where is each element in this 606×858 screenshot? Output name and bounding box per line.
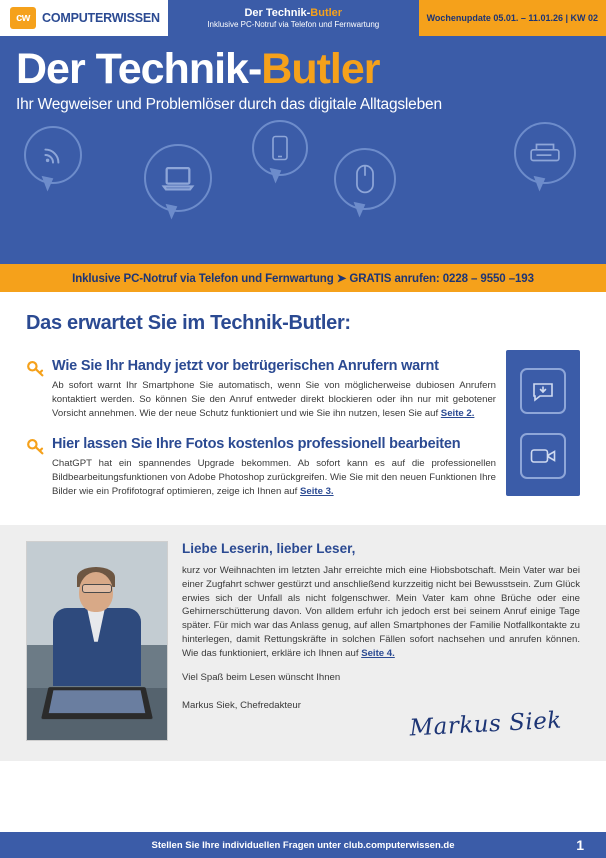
editor-signature: Markus Siek — [408, 707, 563, 742]
editorial-paragraph-3: Markus Siek, Chefredakteur — [182, 699, 301, 711]
hero-title-accent: Butler — [261, 45, 380, 93]
hero-title — [16, 45, 590, 93]
mouse-icon — [334, 148, 396, 210]
wifi-icon — [24, 126, 82, 184]
toc-entry-title[interactable]: Wie Sie Ihr Handy jetzt vor betrügerischen Anrufern warnt — [52, 358, 439, 374]
key-icon — [26, 357, 52, 421]
cw-logo-icon: cw — [10, 7, 36, 29]
toc-entry-text-body: Ab sofort warnt Ihr Smartphone Sie automatisch, wenn Sie von möglicherweise dubiosen Anrufern kontaktiert werden. So können Sie den Anruf entweder direkt blockieren oder ihn nur mit gebotener Vorsicht annehmen. Wie der neue Schutz funktioniert und wie Sie ihn nutzen, lesen Sie auf — [52, 380, 496, 419]
smartphone-icon — [252, 120, 308, 176]
toc-entry-text-body: ChatGPT hat ein spannendes Upgrade bekommen. Ab sofort kann es auf die professionellen Bildbearbeitungsfunktionen von Adobe Photoshop zurückgreifen. Wie Sie mit den neuen Funktionen Ihre Bilder wie ein Profifotograf optimieren, zeige ich Ihnen auf — [52, 457, 496, 497]
week-badge: Wochenupdate 05.01. – 11.01.26 | KW 02 — [419, 0, 606, 36]
hero-icon-bubbles — [16, 120, 590, 232]
masthead-subtitle: Inklusive PC-Notruf via Telefon und Fernwartung — [207, 20, 380, 29]
editorial-section — [0, 525, 606, 761]
editor-photo — [26, 541, 168, 741]
editorial-text — [182, 541, 580, 743]
scanner-icon — [514, 122, 576, 184]
toc-entry-body — [52, 435, 580, 499]
masthead-title — [244, 7, 342, 19]
toc-entry-page-link[interactable]: Seite 3. — [299, 485, 334, 497]
masthead-title-accent: Butler — [310, 7, 343, 19]
page-number: 1 — [576, 837, 584, 853]
toc-entry-title[interactable]: Hier lassen Sie Ihre Fotos kostenlos professionell bearbeiten — [52, 435, 461, 452]
toc-entry-body — [52, 357, 580, 421]
laptop-icon — [144, 144, 212, 212]
top-bar — [0, 0, 606, 36]
hero-title-main: Der Technik- — [16, 45, 262, 93]
toc-section — [0, 292, 606, 517]
logo-text: COMPUTERWISSEN — [42, 11, 160, 25]
page-title: Das erwartet Sie im Technik-Butler: — [26, 312, 351, 334]
toc-entry[interactable] — [26, 435, 580, 499]
key-icon — [26, 435, 52, 499]
toc-entry-text — [52, 457, 496, 499]
editorial-greeting: Liebe Leserin, lieber Leser, — [182, 540, 356, 556]
toc-entry-page-link[interactable]: Seite 2. — [440, 407, 475, 419]
footer-bar — [0, 832, 606, 858]
logo — [0, 0, 168, 36]
editorial-paragraph-1-body: kurz vor Weihnachten im letzten Jahr erreichte mich eine Hiobsbotschaft. Mein Vater war bei einer Zugfahrt schwer gestürzt und anschließend kurzzeitig nicht bei Bewusstsein. Zum Glück erwies sich der Unfall als nicht folgenschwer. Mein Vater kam ohne Brüche oder eine Gehirnerschütterung davon. Von alldem erfuhr ich jedoch erst bei seinem Anruf einige Tage später. Für mich war das Anlass genug, auf allen Smartphones der Familie Notfallkontakte zu hinterlegen, damit Rettungskräfte in solchen Fällen sofort nachsehen und anrufen können. Wie das funktioniert, erkläre ich Ihnen auf — [182, 564, 580, 660]
footer-text[interactable]: Stellen Sie Ihre individuellen Fragen unter club.computerwissen.de — [151, 839, 455, 851]
hotline-strip: Inklusive PC-Notruf via Telefon und Fernwartung ➤ GRATIS anrufen: 0228 – 9550 –193 — [0, 264, 606, 292]
toc-entry-text — [52, 379, 496, 421]
editorial-paragraph-2: Viel Spaß beim Lesen wünscht Ihnen — [182, 672, 341, 684]
editorial-paragraph-1 — [182, 564, 580, 661]
masthead-small — [168, 0, 419, 36]
masthead-title-main: Der Technik- — [244, 7, 311, 19]
hero-banner — [0, 36, 606, 264]
toc-entry[interactable] — [26, 357, 580, 421]
hero-subtitle: Ihr Wegweiser und Problemlöser durch das digitale Alltagsleben — [16, 95, 442, 113]
editorial-page-link[interactable]: Seite 4. — [361, 648, 395, 660]
